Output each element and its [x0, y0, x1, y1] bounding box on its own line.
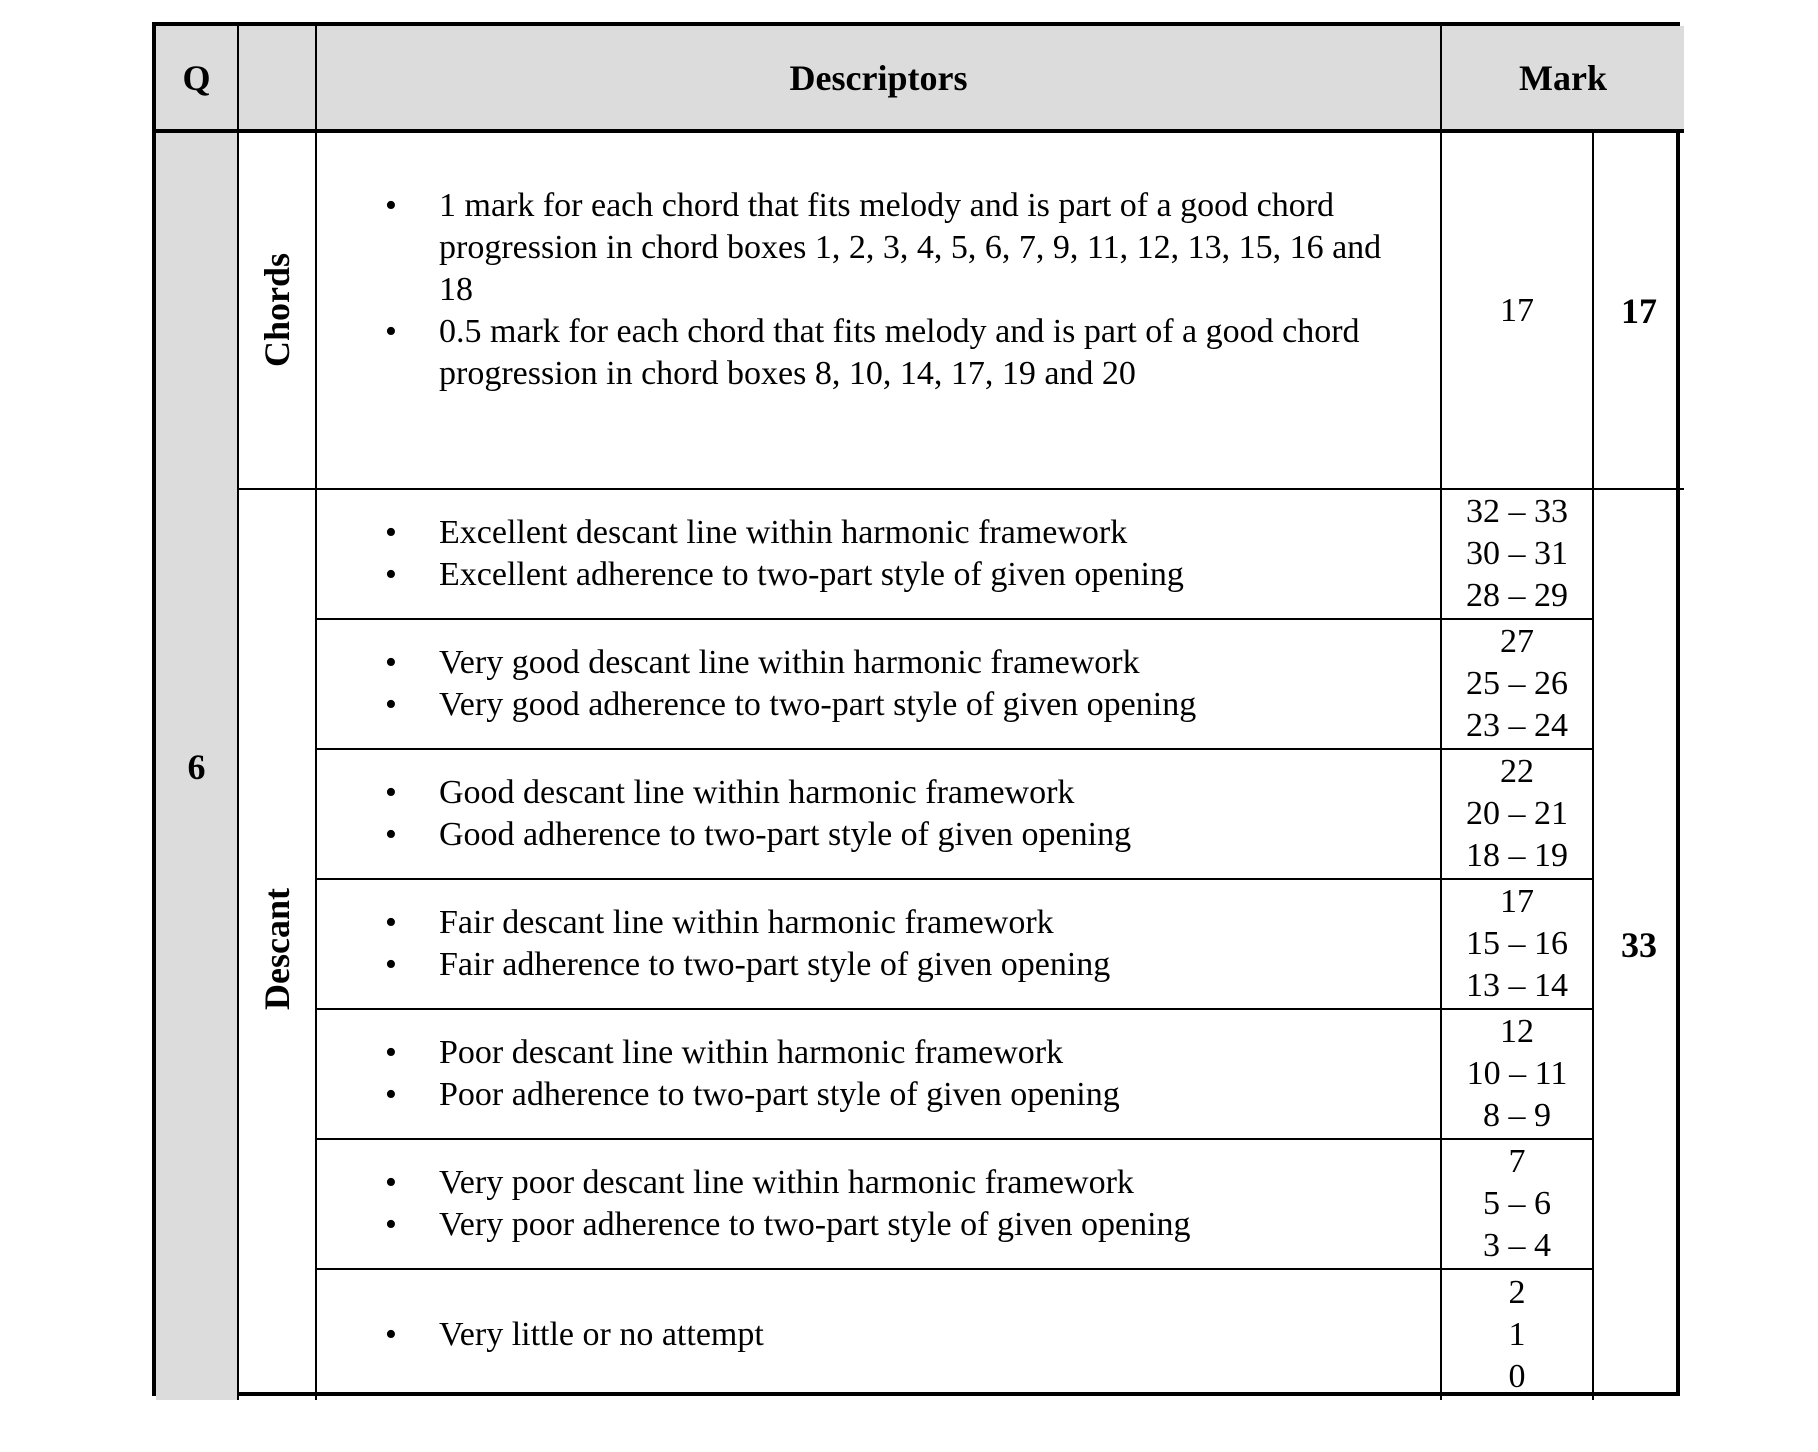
list-item: • Poor adherence to two-part style of given opening [385, 1074, 1120, 1116]
mark-value: 5 – 6 [1483, 1185, 1551, 1222]
descant-mark-band [1442, 750, 1594, 880]
mark-value: 12 [1500, 1013, 1534, 1050]
descant-descriptor-row [317, 490, 1442, 620]
descant-mark-band [1442, 490, 1594, 620]
chords-bullet-list [385, 185, 1416, 395]
chords-section-label-cell [239, 133, 317, 490]
list-item: • 1 mark for each chord that fits melody and is part of a good chord progression in chord boxes 1, 2, 3, 4, 5, 6, 7, 9, 11, 12, 13, 15, 16 and 18 [385, 185, 1416, 311]
header-blank [239, 26, 317, 133]
list-item: • Poor descant line within harmonic framework [385, 1032, 1120, 1074]
descant-descriptor-row [317, 750, 1442, 880]
chords-total: 17 [1594, 133, 1684, 490]
mark-value: 20 – 21 [1466, 795, 1568, 832]
header-descriptors: Descriptors [317, 26, 1442, 133]
list-item: • Fair adherence to two-part style of given opening [385, 944, 1110, 986]
mark-value: 15 – 16 [1466, 925, 1568, 962]
mark-value: 2 [1508, 1274, 1526, 1311]
mark-value: 0 [1508, 1358, 1526, 1395]
mark-value: 13 – 14 [1466, 967, 1568, 1004]
chords-descriptors [317, 133, 1442, 490]
descant-mark-band [1442, 1270, 1594, 1400]
mark-value: 7 [1508, 1143, 1526, 1180]
descant-mark-band [1442, 1010, 1594, 1140]
mark-value: 27 [1500, 623, 1534, 660]
list-item: • Very good descant line within harmonic framework [385, 642, 1196, 684]
descant-descriptor-row [317, 1010, 1442, 1140]
list-item: • Good descant line within harmonic framework [385, 772, 1131, 814]
mark-value: 17 [1500, 883, 1534, 920]
chords-section-label: Chords [257, 253, 297, 368]
descant-section-label-cell [239, 490, 317, 1400]
list-item: • Very poor adherence to two-part style of given opening [385, 1204, 1191, 1246]
question-number: 6 [156, 133, 239, 1400]
header-q: Q [156, 26, 239, 133]
header-mark: Mark [1442, 26, 1684, 133]
descant-descriptor-row [317, 620, 1442, 750]
list-item: • Very poor descant line within harmonic framework [385, 1162, 1191, 1204]
mark-value: 25 – 26 [1466, 665, 1568, 702]
list-item: • Excellent descant line within harmonic framework [385, 512, 1184, 554]
mark-scheme-table [152, 22, 1680, 1396]
descant-total: 33 [1621, 925, 1657, 965]
mark-value: 32 – 33 [1466, 493, 1568, 530]
mark-value: 8 – 9 [1483, 1097, 1551, 1134]
list-item: • Excellent adherence to two-part style of given opening [385, 554, 1184, 596]
descant-descriptor-row [317, 1140, 1442, 1270]
mark-value: 22 [1500, 753, 1534, 790]
mark-value: 3 – 4 [1483, 1227, 1551, 1264]
list-item: • Fair descant line within harmonic framework [385, 902, 1110, 944]
descant-section-label: Descant [257, 888, 297, 1010]
mark-value: 30 – 31 [1466, 535, 1568, 572]
mark-value: 28 – 29 [1466, 577, 1568, 614]
list-item: • Very little or no attempt [385, 1314, 764, 1356]
list-item: • Very good adherence to two-part style of given opening [385, 684, 1196, 726]
mark-value: 23 – 24 [1466, 707, 1568, 744]
mark-value: 18 – 19 [1466, 837, 1568, 874]
mark-value: 10 – 11 [1466, 1055, 1568, 1092]
descant-mark-band [1442, 880, 1594, 1010]
list-item: • Good adherence to two-part style of given opening [385, 814, 1131, 856]
mark-value: 1 [1508, 1316, 1526, 1353]
chords-mark: 17 [1442, 133, 1594, 490]
descant-descriptor-row [317, 880, 1442, 1010]
list-item: • 0.5 mark for each chord that fits melody and is part of a good chord progression in chord boxes 8, 10, 14, 17, 19 and 20 [385, 311, 1416, 395]
descant-mark-band [1442, 1140, 1594, 1270]
descant-descriptor-row [317, 1270, 1442, 1400]
descant-mark-band [1442, 620, 1594, 750]
